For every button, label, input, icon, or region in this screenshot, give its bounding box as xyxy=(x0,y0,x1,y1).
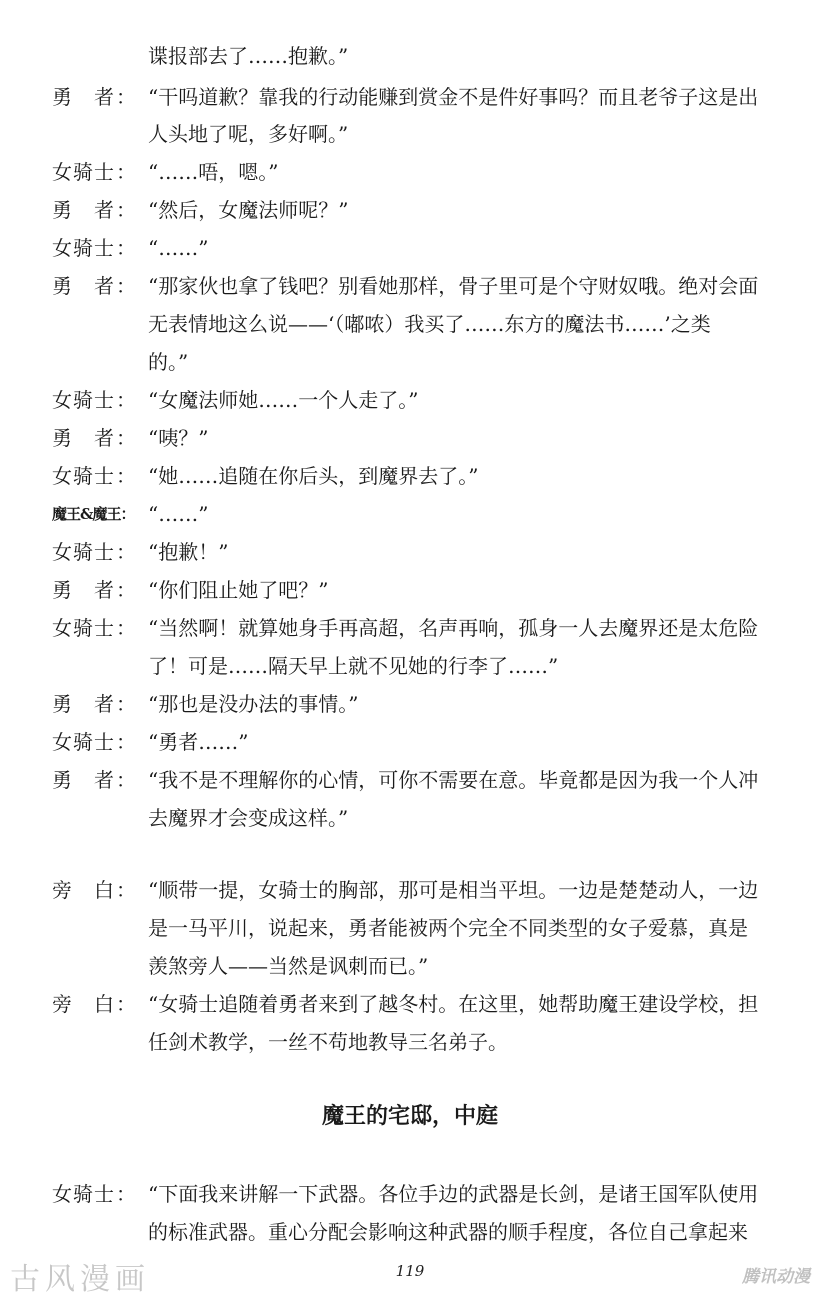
dialogue-text: “当然啊！就算她身手再高超，名声再响，孤身一人去魔界还是太危险 xyxy=(148,616,759,640)
dialogue-line xyxy=(0,684,820,724)
page-number: 119 xyxy=(395,1262,425,1280)
dialogue-line xyxy=(0,418,820,458)
dialogue-line xyxy=(0,798,820,838)
dialogue-text: “……唔，嗯。” xyxy=(148,160,279,184)
dialogue-line xyxy=(0,266,820,306)
dialogue-line xyxy=(0,760,820,800)
dialogue-text: “那家伙也拿了钱吧？别看她那样，骨子里可是个守财奴哦。绝对会面 xyxy=(148,274,759,298)
speaker-label: 女 骑 士 ： xyxy=(52,730,136,754)
dialogue-text: “那也是没办法的事情。” xyxy=(148,692,359,716)
speaker-label: 勇 者 ： xyxy=(52,85,136,109)
speaker-label: 勇 者 ： xyxy=(52,578,136,602)
dialogue-text: 是一马平川，说起来，勇者能被两个完全不同类型的女子爱慕，真是 xyxy=(148,916,748,940)
dialogue-text: “抱歉！” xyxy=(148,540,229,564)
dialogue-text: 了！可是……隔天早上就不见她的行李了……” xyxy=(148,654,559,678)
dialogue-line xyxy=(0,608,820,648)
dialogue-line xyxy=(0,908,820,948)
dialogue-line xyxy=(0,570,820,610)
dialogue-text: 无表情地这么说——‘（嘟哝）我买了……东方的魔法书……’之类 xyxy=(148,312,711,336)
dialogue-line xyxy=(0,228,820,268)
dialogue-line xyxy=(0,152,820,192)
speaker-label: 旁 白 ： xyxy=(52,992,136,1016)
dialogue-line xyxy=(0,380,820,420)
dialogue-text: “女魔法师她……一个人走了。” xyxy=(148,388,419,412)
dialogue-text: 谍报部去了……抱歉。” xyxy=(148,44,349,68)
dialogue-line xyxy=(0,984,820,1024)
dialogue-line xyxy=(0,456,820,496)
speaker-label: 女 骑 士 ： xyxy=(52,616,136,640)
dialogue-line xyxy=(0,532,820,572)
dialogue-line xyxy=(0,77,820,117)
dialogue-text: 去魔界才会变成这样。” xyxy=(148,806,349,830)
dialogue-line xyxy=(0,494,820,534)
speaker-label: 女 骑 士 ： xyxy=(52,160,136,184)
dialogue-line xyxy=(0,722,820,762)
dialogue-text: “下面我来讲解一下武器。各位手边的武器是长剑，是诸王国军队使用 xyxy=(148,1182,759,1206)
dialogue-text: “她……追随在你后头，到魔界去了。” xyxy=(148,464,479,488)
dialogue-text: “你们阻止她了吧？” xyxy=(148,578,329,602)
dialogue-line xyxy=(0,946,820,986)
dialogue-text: 羡煞旁人——当然是讽刺而已。” xyxy=(148,954,429,978)
speaker-label: 勇 者 ： xyxy=(52,274,136,298)
speaker-label: 勇 者 ： xyxy=(52,768,136,792)
dialogue-text: “干吗道歉？靠我的行动能赚到赏金不是件好事吗？而且老爷子这是出 xyxy=(148,85,759,109)
dialogue-text: “我不是不理解你的心情，可你不需要在意。毕竟都是因为我一个人冲 xyxy=(148,768,759,792)
dialogue-text: “女骑士追随着勇者来到了越冬村。在这里，她帮助魔王建设学校，担 xyxy=(148,992,759,1016)
dialogue-line xyxy=(0,342,820,382)
speaker-label: 勇 者 ： xyxy=(52,198,136,222)
dialogue-line xyxy=(0,114,820,154)
dialogue-text: 人头地了呢，多好啊。” xyxy=(148,122,349,146)
speaker-label: 勇 者 ： xyxy=(52,692,136,716)
dialogue-line xyxy=(0,36,820,76)
speaker-label: 勇 者 ： xyxy=(52,426,136,450)
dialogue-line xyxy=(0,1174,820,1214)
dialogue-line xyxy=(0,646,820,686)
watermark-left: 古风漫画 xyxy=(10,1262,150,1297)
dialogue-text: “勇者……” xyxy=(148,730,249,754)
dialogue-text: “……” xyxy=(148,236,209,260)
speaker-label: 女 骑 士 ： xyxy=(52,236,136,260)
speaker-label: 旁 白 ： xyxy=(52,878,136,902)
dialogue-text: 的标准武器。重心分配会影响这种武器的顺手程度，各位自己拿起来 xyxy=(148,1220,748,1244)
speaker-label: 魔王&魔王： xyxy=(52,505,135,523)
dialogue-text: 任剑术教学，一丝不苟地教导三名弟子。 xyxy=(148,1030,508,1054)
dialogue-text: “咦？” xyxy=(148,426,209,450)
dialogue-line xyxy=(0,1212,820,1252)
dialogue-line xyxy=(0,1022,820,1062)
dialogue-text: “顺带一提，女骑士的胸部，那可是相当平坦。一边是楚楚动人，一边 xyxy=(148,878,759,902)
dialogue-line xyxy=(0,870,820,910)
dialogue-line xyxy=(0,190,820,230)
speaker-label: 女 骑 士 ： xyxy=(52,540,136,564)
dialogue-text: “……” xyxy=(148,502,209,526)
speaker-label: 女 骑 士 ： xyxy=(52,388,136,412)
watermark-right: 腾讯动漫 xyxy=(742,1267,810,1287)
dialogue-text: 的。” xyxy=(148,350,189,374)
dialogue-text: “然后，女魔法师呢？” xyxy=(148,198,349,222)
dialogue-line xyxy=(0,304,820,344)
speaker-label: 女 骑 士 ： xyxy=(52,464,136,488)
speaker-label: 女 骑 士 ： xyxy=(52,1182,136,1206)
section-heading: 魔王的宅邸，中庭 xyxy=(321,1104,498,1129)
